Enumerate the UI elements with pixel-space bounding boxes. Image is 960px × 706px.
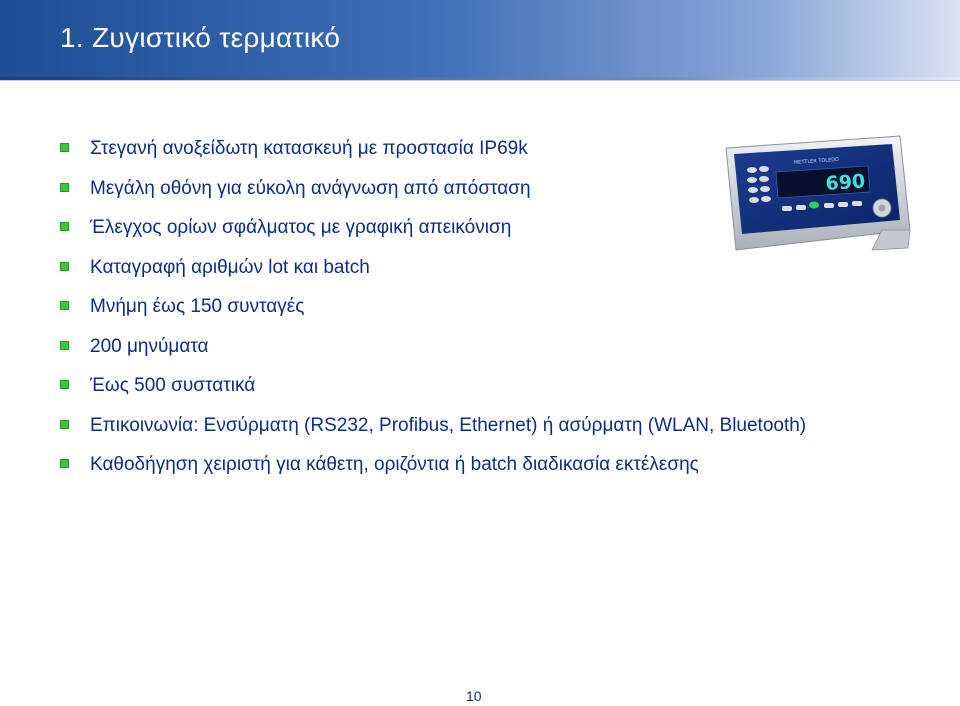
bullet-item — [58, 294, 918, 319]
bullet-list — [58, 136, 918, 492]
slide-title: 1. Ζυγιστικό τερματικό — [60, 22, 341, 53]
device-brand: METTLER TOLEDO — [793, 156, 840, 166]
display-value: 690 — [824, 170, 866, 195]
page-number: 10 — [466, 688, 482, 704]
bullet-item — [58, 373, 918, 398]
bullet-square-icon — [60, 262, 69, 271]
bullet-item — [58, 136, 918, 161]
bullet-text: Μεγάλη οθόνη για εύκολη ανάγνωση από απόσταση — [90, 177, 531, 199]
bullet-item — [58, 255, 918, 280]
bullet-text: Έλεγχος ορίων σφάλματος με γραφική απεικόνιση — [90, 217, 512, 238]
bullet-item — [58, 334, 918, 359]
bullet-square-icon — [60, 341, 69, 350]
bullet-square-icon — [60, 222, 69, 231]
bullet-item — [58, 452, 918, 477]
bullet-square-icon — [60, 380, 69, 389]
bullet-text: 200 μηνύματα — [90, 335, 209, 357]
bullet-item — [58, 215, 918, 240]
bullet-text: Έως 500 συστατικά — [90, 375, 256, 396]
bullet-square-icon — [60, 183, 69, 192]
bullet-item — [58, 413, 910, 438]
bullet-square-icon — [60, 459, 69, 468]
bullet-text: Μνήμη έως 150 συνταγές — [90, 296, 305, 317]
bullet-text: Καθοδήγηση χειριστή για κάθετη, οριζόντια ή batch διαδικασία εκτέλεσης — [90, 454, 699, 475]
title-bar — [0, 0, 960, 80]
bullet-square-icon — [60, 301, 69, 310]
bullet-text: Καταγραφή αριθμών lot και batch — [90, 256, 370, 278]
bullet-square-icon — [60, 420, 69, 429]
bullet-square-icon — [60, 143, 69, 152]
bullet-text: Επικοινωνία: Ενσύρματη (RS232, Profibus, Ethernet) ή ασύρματη (WLAN, Bluetooth) — [90, 414, 807, 436]
bullet-text: Στεγανή ανοξείδωτη κατασκευή με προστασία IP69k — [90, 138, 528, 159]
bullet-item — [58, 176, 918, 201]
